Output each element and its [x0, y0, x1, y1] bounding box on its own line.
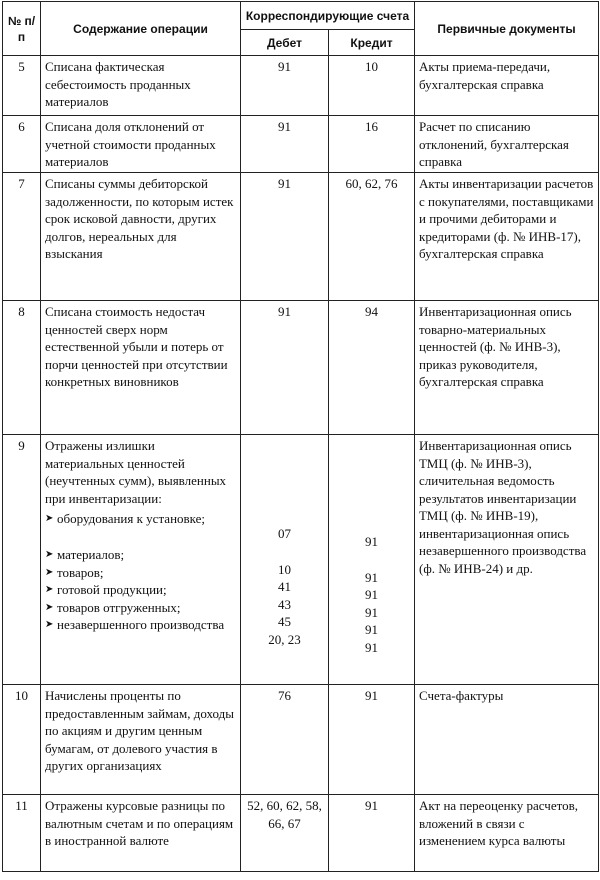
credit-account: 60, 62, 76 — [329, 173, 415, 301]
operation-content: Списаны суммы дебиторской задолженности, по которым истек срок исковой давности, других долгов, нереальных для взыскания — [41, 173, 241, 301]
primary-documents: Акты инвентаризации расчетов с покупателями, поставщиками и прочими дебиторами и кредиторами (ф. № ИНВ-17), бухгалтерская справка — [415, 173, 599, 301]
credit-account: 91 — [329, 795, 415, 872]
row-number: 9 — [3, 435, 41, 685]
table-row — [3, 795, 599, 872]
debit-account: 20, 23 — [268, 631, 301, 647]
operation-content: Списана доля отклонений от учетной стоимости проданных материалов — [41, 116, 241, 173]
debit-account: 41 — [278, 579, 291, 594]
sub-item-label: оборудования к установке; — [57, 511, 206, 526]
accounting-table — [2, 1, 599, 872]
row-number: 7 — [3, 173, 41, 301]
debit-account: 91 — [241, 56, 329, 116]
primary-documents: Акт на переоценку расчетов, вложений в связи с изменением курса валюты — [415, 795, 599, 872]
debit-account: 07 — [278, 526, 291, 541]
credit-account: 10 — [329, 56, 415, 116]
sub-item — [45, 510, 236, 546]
col-debit-header: Дебет — [241, 30, 329, 56]
arrow-icon: ➤ — [45, 619, 54, 630]
table-row — [3, 301, 599, 435]
table-row — [3, 685, 599, 795]
row-number: 5 — [3, 56, 41, 116]
col-docs-header: Первичные документы — [415, 2, 599, 56]
debit-account: 10 — [278, 561, 291, 577]
arrow-icon: ➤ — [45, 566, 54, 578]
sub-item-label: готовой продукции; — [57, 582, 167, 597]
debit-account: 91 — [241, 116, 329, 173]
debit-account: 91 — [241, 301, 329, 435]
credit-account: 94 — [329, 301, 415, 435]
table-row — [3, 56, 599, 116]
col-corr-header: Корреспондирующие счета — [241, 2, 415, 30]
sub-item-label: товаров отгруженных; — [57, 599, 181, 615]
col-credit-header: Кредит — [329, 30, 415, 56]
row-number: 11 — [3, 795, 41, 872]
debit-account: 91 — [241, 173, 329, 301]
sub-item — [45, 546, 236, 564]
credit-account: 91 — [365, 622, 378, 637]
primary-documents: Инвентаризационная опись ТМЦ (ф. № ИНВ-3), сличительная ведомость результатов инвентаризации ТМЦ (ф. № ИНВ-19), инвентаризационная опись незавершенного производства (ф. № ИНВ-24) и др. — [415, 435, 599, 685]
col-content-header: Содержание операции — [41, 2, 241, 56]
sub-item-label: незавершенного производства — [57, 617, 225, 632]
credit-account: 91 — [329, 685, 415, 795]
sub-item — [45, 564, 236, 582]
table-row — [3, 116, 599, 173]
credit-account: 91 — [365, 587, 378, 602]
col-num-header: № п/п — [3, 2, 41, 56]
operation-content: Отражены курсовые разницы по валютным счетам и по операциям в иностранной валюте — [41, 795, 241, 872]
primary-documents: Акты приема-передачи, бухгалтерская справка — [415, 56, 599, 116]
arrow-icon: ➤ — [45, 584, 54, 595]
operation-content: Списана фактическая себестоимость проданных материалов — [41, 56, 241, 116]
arrow-icon: ➤ — [45, 601, 54, 613]
sub-item — [45, 599, 236, 617]
primary-documents: Счета-фактуры — [415, 685, 599, 795]
row-number: 8 — [3, 301, 41, 435]
operation-content: Списана стоимость недостач ценностей сверх норм естественной убыли и потерь от порчи ценностей при отсутствии конкретных виновников — [41, 301, 241, 435]
debit-account: 76 — [241, 685, 329, 795]
credit-account: 16 — [329, 116, 415, 173]
operation-content: Отражены излишки материальных ценностей (неучтенных сумм), выявленных при инвентаризации: — [45, 438, 227, 506]
sub-item — [45, 581, 236, 599]
sub-item-label: материалов; — [57, 547, 125, 562]
primary-documents: Расчет по списанию отклонений, бухгалтерская справка — [415, 116, 599, 173]
row-number: 6 — [3, 116, 41, 173]
debit-account: 52, 60, 62, 58, 66, 67 — [241, 795, 329, 872]
arrow-icon: ➤ — [45, 549, 54, 560]
credit-account: 91 — [365, 604, 378, 620]
arrow-icon: ➤ — [45, 513, 54, 524]
table-row — [3, 435, 599, 685]
credit-account: 91 — [365, 639, 378, 655]
credit-account: 91 — [365, 569, 378, 585]
primary-documents: Инвентаризационная опись товарно-материальных ценностей (ф. № ИНВ-3), приказ руководителя, бухгалтерская справка — [415, 301, 599, 435]
credit-account: 91 — [365, 534, 378, 549]
sub-item-label: товаров; — [57, 564, 104, 580]
row-number: 10 — [3, 685, 41, 795]
debit-account: 43 — [278, 596, 291, 612]
sub-item — [45, 616, 236, 634]
debit-account: 45 — [278, 614, 291, 629]
operation-content: Начислены проценты по предоставленным займам, доходы по акциям и другим ценным бумагам, от долевого участия в других организациях — [41, 685, 241, 795]
table-row — [3, 173, 599, 301]
